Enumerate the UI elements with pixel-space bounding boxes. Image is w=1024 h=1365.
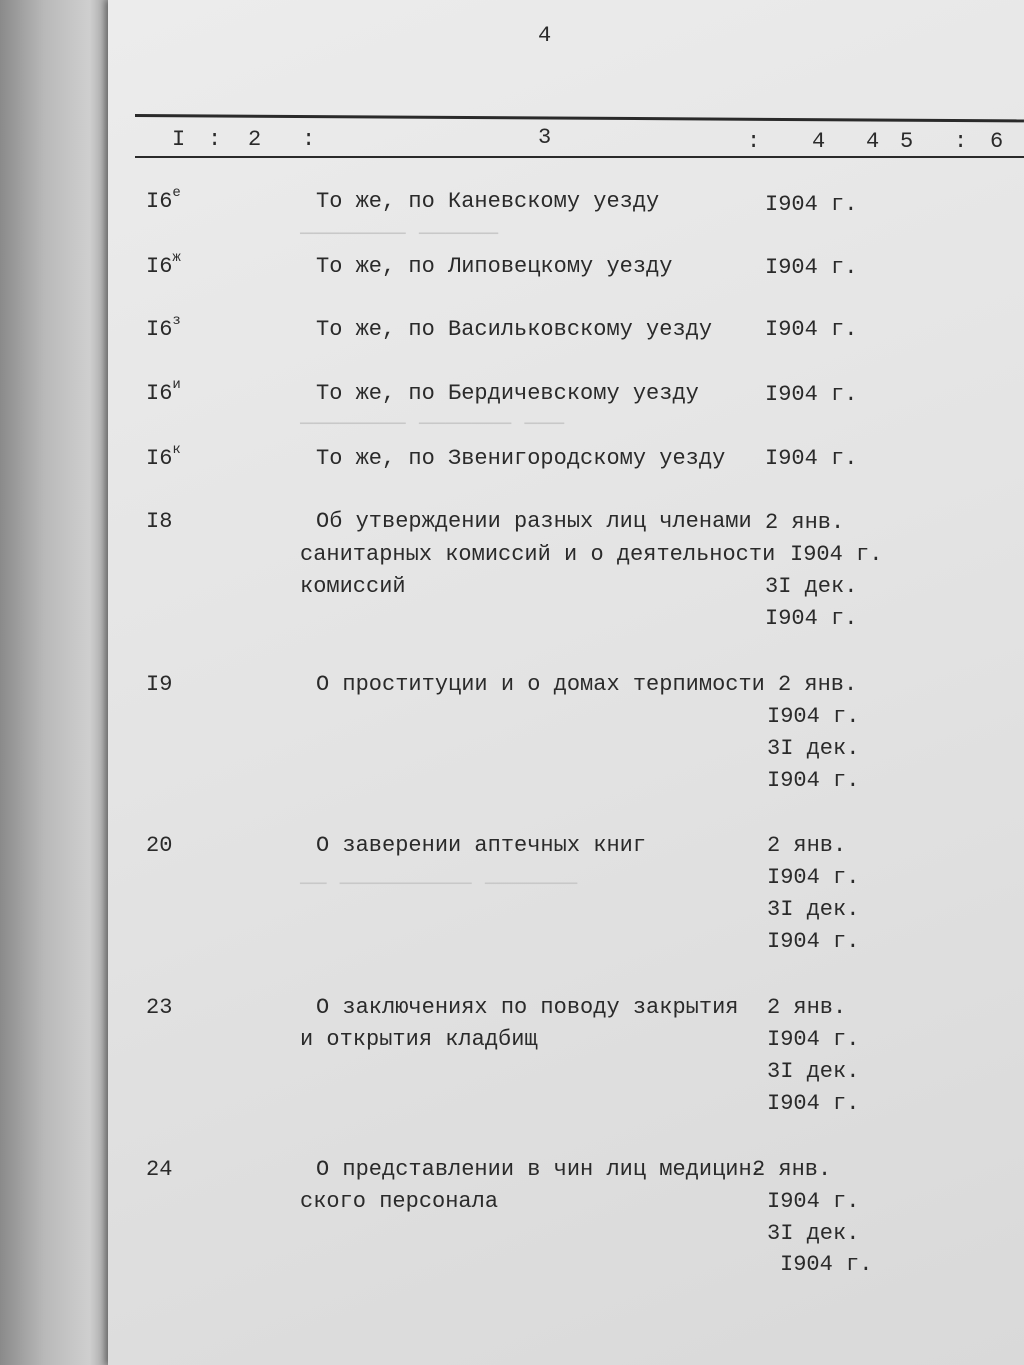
entry-number: $I6^ж$ [146, 250, 181, 279]
header-separator: : [954, 129, 968, 154]
header-col-4-overtyped: 4 [866, 129, 880, 154]
header-col-4: 4 [812, 129, 826, 154]
entry-date: I904 г. [767, 704, 860, 729]
header-separator: : [302, 127, 316, 152]
header-separator: : [747, 129, 761, 154]
entry-title-line: То же, по Звенигородскому уезду [316, 446, 726, 471]
header-separator: : [208, 127, 222, 152]
header-col-3: 3 [538, 125, 552, 150]
entry-number: 23 [146, 995, 173, 1020]
entry-date: 3I дек. [767, 736, 860, 761]
entry-number: I8 [146, 509, 173, 534]
header-col-5: 5 [900, 129, 914, 154]
entry-number: $I6^и$ [146, 377, 181, 406]
page-number: 4 [538, 23, 552, 48]
entry-date: I904 г. [767, 865, 860, 890]
entry-date: 2 янв. [752, 1157, 832, 1182]
table-header-rule-bottom [135, 156, 1024, 158]
entry-date: I904 г. [767, 1027, 860, 1052]
entry-date: I904 г. [765, 446, 858, 471]
entry-title-line: О заключениях по поводу закрытия [316, 995, 739, 1020]
entry-date: 2 янв. [767, 995, 847, 1020]
entry-title-line: санитарных комиссий и о деятельности [300, 542, 776, 567]
header-col-6: 6 [990, 129, 1004, 154]
entry-date: I904 г. [767, 929, 860, 954]
entry-date: I904 г. [765, 192, 858, 217]
entry-title-line: Об утверждении разных лиц членами [316, 509, 752, 534]
entry-date: I904 г. [767, 1091, 860, 1116]
entry-date: 3I дек. [767, 1059, 860, 1084]
entry-title-line: комиссий [300, 574, 406, 599]
entry-title-line: и открытия кладбищ [300, 1027, 538, 1052]
entry-date: I904 г. [780, 1252, 873, 1277]
previous-page-edge [0, 0, 112, 1365]
entry-title-line: То же, по Липовецкому уезду [316, 254, 673, 279]
entry-date: 2 янв. [765, 510, 845, 535]
entry-date: I904 г. [765, 606, 858, 631]
entry-date: 3I дек. [767, 1221, 860, 1246]
bleed-through: ── ────────── ─────── [300, 872, 578, 897]
entry-title-line: ского персонала [300, 1189, 499, 1214]
entry-number: 24 [146, 1157, 173, 1182]
entry-date: I904 г. [765, 317, 858, 342]
entry-number: 20 [146, 833, 173, 858]
entry-date: I904 г. [765, 382, 858, 407]
entry-date: 2 янв. [767, 833, 847, 858]
entry-date: 3I дек. [765, 574, 858, 599]
entry-number: $I6^з$ [146, 313, 181, 342]
entry-title-line: То же, по Каневскому уезду [316, 189, 660, 214]
entry-date: I904 г. [765, 255, 858, 280]
entry-number: $I6^к$ [146, 442, 181, 471]
entry-title-line: То же, по Бердичевскому уезду [316, 381, 699, 406]
entry-title-line: То же, по Васильковскому уезду [316, 317, 713, 342]
header-col-1: I [172, 127, 186, 152]
entry-number: I9 [146, 672, 173, 697]
entry-date: 3I дек. [767, 897, 860, 922]
entry-title-line: О заверении аптечных книг [316, 833, 647, 858]
entry-date: 2 янв. [778, 672, 858, 697]
entry-date: I904 г. [767, 1189, 860, 1214]
entry-number: $I6^е$ [146, 185, 181, 214]
header-col-2: 2 [248, 127, 262, 152]
entry-date: I904 г. [790, 542, 883, 567]
bleed-through: ──────── ─────── ─── [300, 412, 565, 437]
entry-date: I904 г. [767, 768, 860, 793]
entry-title-line: О проституции и о домах терпимости [316, 672, 765, 697]
bleed-through: ──────── ────── [300, 222, 499, 247]
entry-title-line: О представлении в чин лиц медицин- [316, 1157, 765, 1182]
